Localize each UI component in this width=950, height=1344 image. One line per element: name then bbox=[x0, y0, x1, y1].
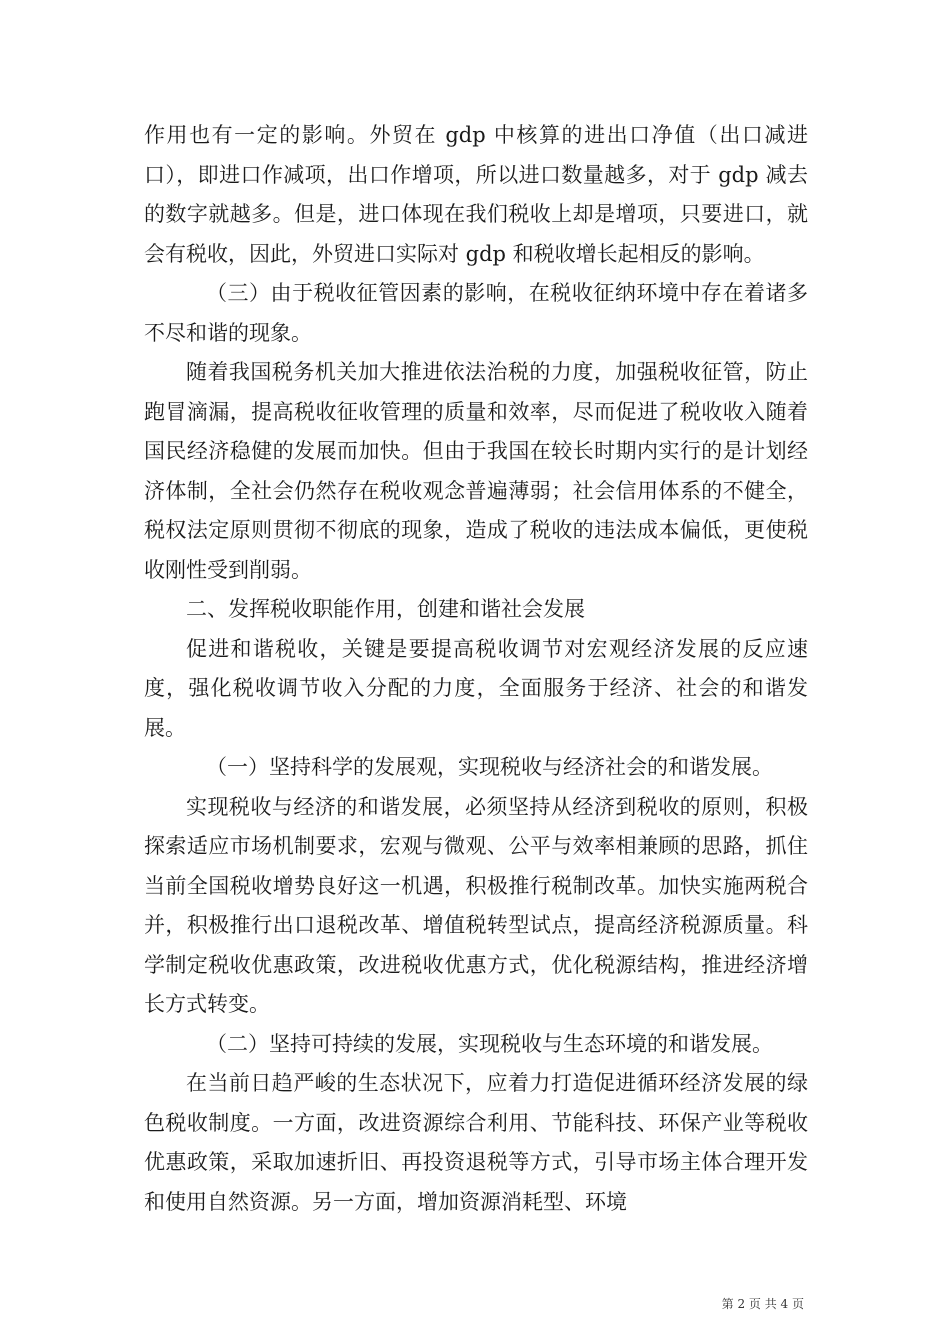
section-heading-2: 二、发挥税收职能作用，创建和谐社会发展 bbox=[186, 597, 585, 621]
paragraph: 在当前日趋严峻的生态状况下，应着力打造促进循环经济发展的绿色税收制度。一方面，改进资源综合利用、节能科技、环保产业等税收优惠政策，采取加速折旧、再投资退税等方式，引导市场主体合理开发和使用自然资源。另一方面，增加资源消耗型、环境 bbox=[144, 1071, 808, 1214]
paragraph: 促进和谐税收，关键是要提高税收调节对宏观经济发展的反应速度，强化税收调节收入分配的力度，全面服务于经济、社会的和谐发展。 bbox=[144, 636, 808, 740]
paragraph: 随着我国税务机关加大推进依法治税的力度，加强税收征管，防止跑冒滴漏，提高税收征收管理的质量和效率，尽而促进了税收收入随着国民经济稳健的发展而加快。但由于我国在较长时期内实行的是计划经济体制，全社会仍然存在税收观念普遍薄弱；社会信用体系的不健全，税权法定原则贯彻不彻底的现象，造成了税收的违法成本偏低，更使税收刚性受到削弱。 bbox=[144, 360, 808, 582]
subsection-heading-2: （二）坚持可持续的发展，实现税收与生态环境的和谐发展。 bbox=[206, 1031, 773, 1056]
paragraph-continuation: 作用也有一定的影响。外贸在 gdp 中核算的进出口净值（出口减进口），即进口作减项，出口作增项，所以进口数量越多，对于 gdp 减去的数字就越多。但是，进口体现在我们税收上却是增项，只要进口，就会有税收，因此，外贸进口实际对 gdp 和税收增长起相反的影响。 bbox=[144, 123, 808, 266]
subsection-heading-1: （一）坚持科学的发展观，实现税收与经济社会的和谐发展。 bbox=[206, 755, 773, 779]
paragraph: 实现税收与经济的和谐发展，必须坚持从经济到税收的原则，积极探索适应市场机制要求，宏观与微观、公平与效率相兼顾的思路，抓住当前全国税收增势良好这一机遇，积极推行税制改革。加快实施两税合并，积极推行出口退税改革、增值税转型试点，提高经济税源质量。科学制定税收优惠政策，改进税收优惠方式，优化税源结构，推进经济增长方式转变。 bbox=[144, 794, 808, 1016]
page-number: 第 2 页 共 4 页 bbox=[721, 1297, 804, 1311]
document-body bbox=[144, 116, 808, 1222]
subsection-heading-3: （三）由于税收征管因素的影响，在税收征纳环境中存在着诸多不尽和谐的现象。 bbox=[144, 281, 808, 345]
